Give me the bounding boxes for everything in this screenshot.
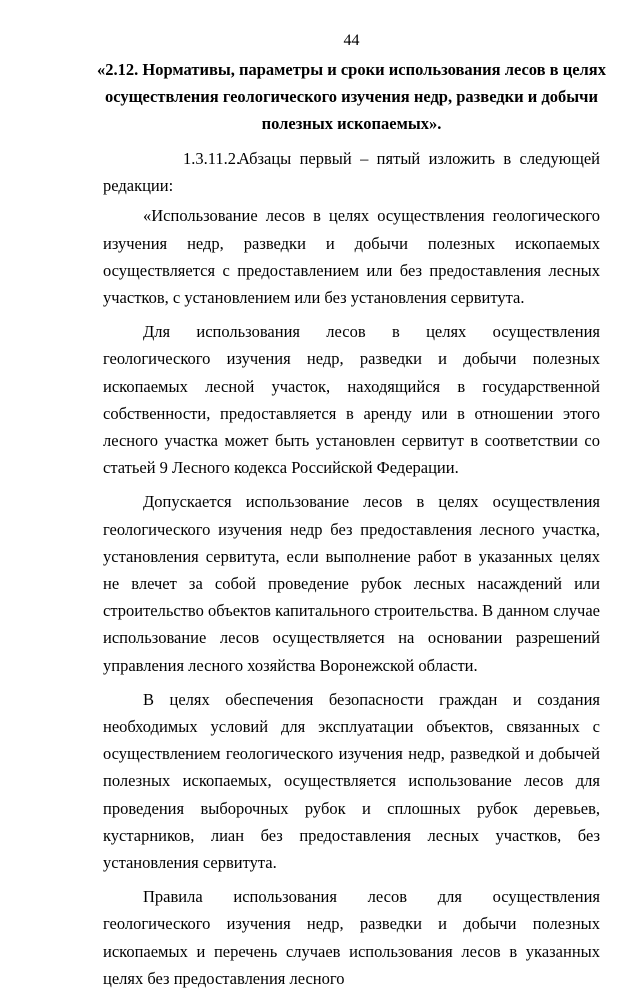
page-number: 44 [343, 32, 360, 49]
heading-line-1: «2.12. Нормативы, параметры и сроки использования лесов в целях [97, 60, 606, 79]
document-page [97, 30, 606, 999]
body-paragraph-2: Для использования лесов в целях осуществления геологического изучения недр, разведки и добычи полезных ископаемых лесной участок, находящийся в государственной собственности, предоставляется в аренду или в отношении этого лесного участка может быть установлен сервитут в соответствии со статьей 9 Лесного кодекса Российской Федерации. [103, 322, 600, 478]
section-heading [97, 56, 606, 137]
body-paragraph-3: Допускается использование лесов в целях осуществления геологического изучения недр без предоставления лесного участка, установления сервитута, если выполнение работ в указанных целях не влечет за собой проведение рубок лесных насаждений или строительство объектов капитального строительства. В данном случае использование лесов осуществляется на основании разрешений управления лесного хозяйства Воронежской области. [103, 492, 600, 675]
body-paragraph-5: Правила использования лесов для осуществления геологического изучения недр, разведки и добычи полезных ископаемых и перечень случаев использования лесов в указанных целях без предоставления лесного [103, 887, 600, 988]
body-paragraph-4: В целях обеспечения безопасности граждан и создания необходимых условий для эксплуатации объектов, связанных с осуществлением геологического изучения недр, разведкой и добычей полезных ископаемых, осуществляется использование лесов для проведения выборочных рубок и сплошных рубок деревьев, кустарников, лиан без предоставления лесных участков, без установления сервитута. [103, 689, 600, 873]
heading-line-3: полезных ископаемых». [261, 114, 442, 133]
heading-line-2: осуществления геологического изучения недр, разведки и добычи [105, 87, 598, 106]
clause-number: 1.3.11.2. [183, 149, 241, 168]
clause-paragraph [103, 145, 600, 199]
body-paragraph-1: «Использование лесов в целях осуществления геологического изучения недр, разведки и добычи полезных ископаемых осуществляется с предоставлением или без предоставления лесных участков, с установлением или без установления сервитута. [103, 206, 600, 308]
clause-text: Абзацы первый – пятый изложить в следующей редакции: [103, 149, 600, 196]
